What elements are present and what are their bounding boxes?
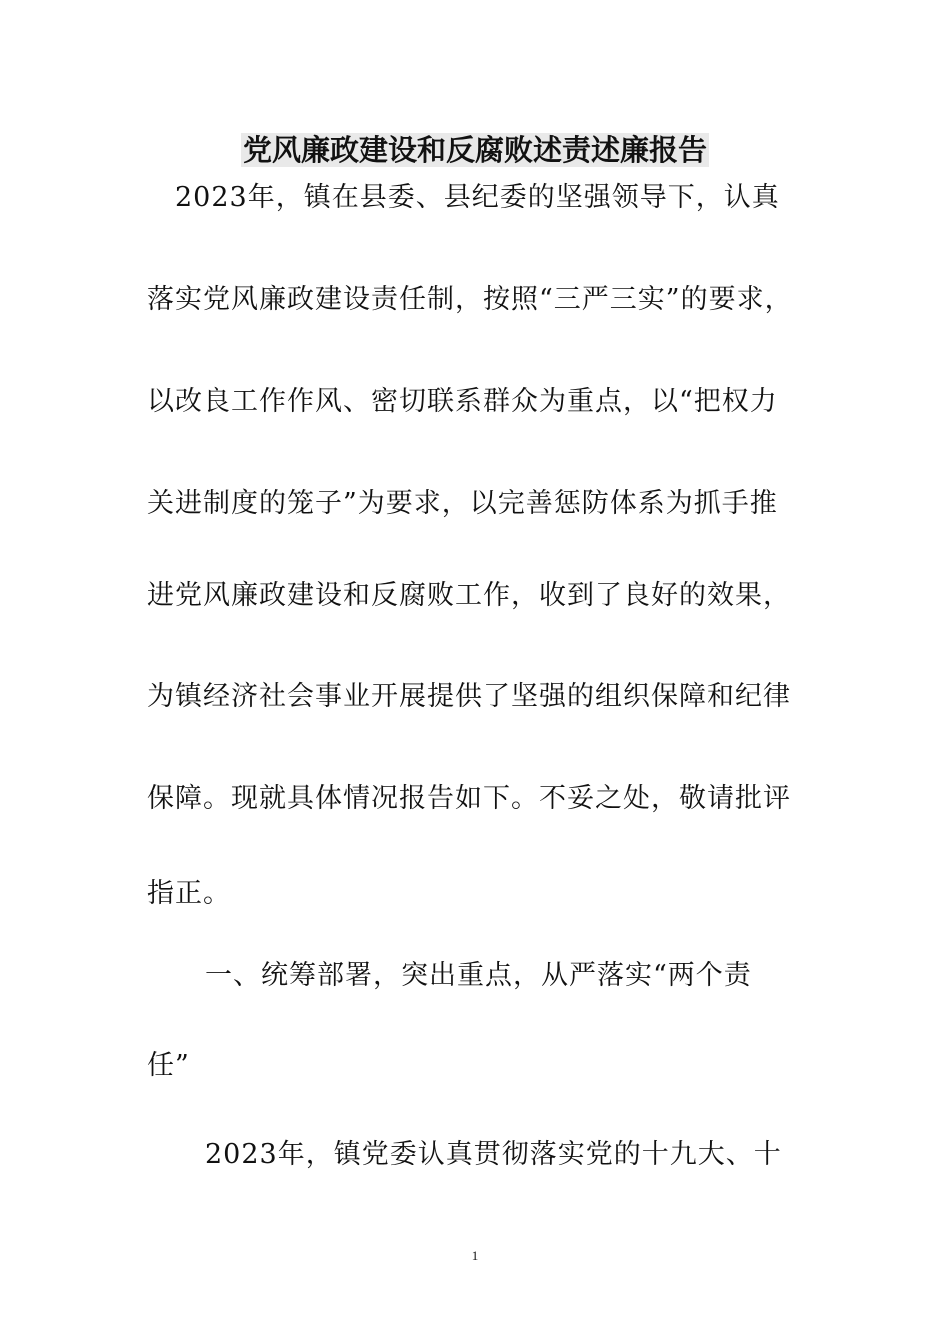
- paragraph-line: 为镇经济社会事业开展提供了坚强的组织保障和纪律: [147, 681, 791, 712]
- section-heading-line: 一、统筹部署，突出重点，从严落实“两个责: [205, 960, 752, 991]
- document-title-text: 党风廉政建设和反腐败述责述廉报告: [242, 133, 707, 167]
- document-title: [0, 128, 950, 172]
- page-number: 1: [471, 1248, 479, 1263]
- paragraph-line: 落实党风廉政建设责任制，按照“三严三实”的要求，: [147, 284, 793, 315]
- paragraph-line: 以改良工作作风、密切联系群众为重点，以“把权力: [147, 386, 778, 417]
- paragraph-line: 关进制度的笼子”为要求，以完善惩防体系为抓手推: [147, 488, 778, 519]
- paragraph-line: 2023年，镇党委认真贯彻落实党的十九大、十: [205, 1139, 782, 1170]
- paragraph-line: 指正。: [147, 878, 231, 909]
- paragraph-line: 2023年，镇在县委、县纪委的坚强领导下，认真: [175, 182, 780, 213]
- section-heading-line: 任”: [147, 1050, 190, 1081]
- paragraph-line: 进党风廉政建设和反腐败工作，收到了良好的效果，: [147, 580, 791, 611]
- paragraph-line: 保障。现就具体情况报告如下。不妥之处，敬请批评: [147, 783, 791, 814]
